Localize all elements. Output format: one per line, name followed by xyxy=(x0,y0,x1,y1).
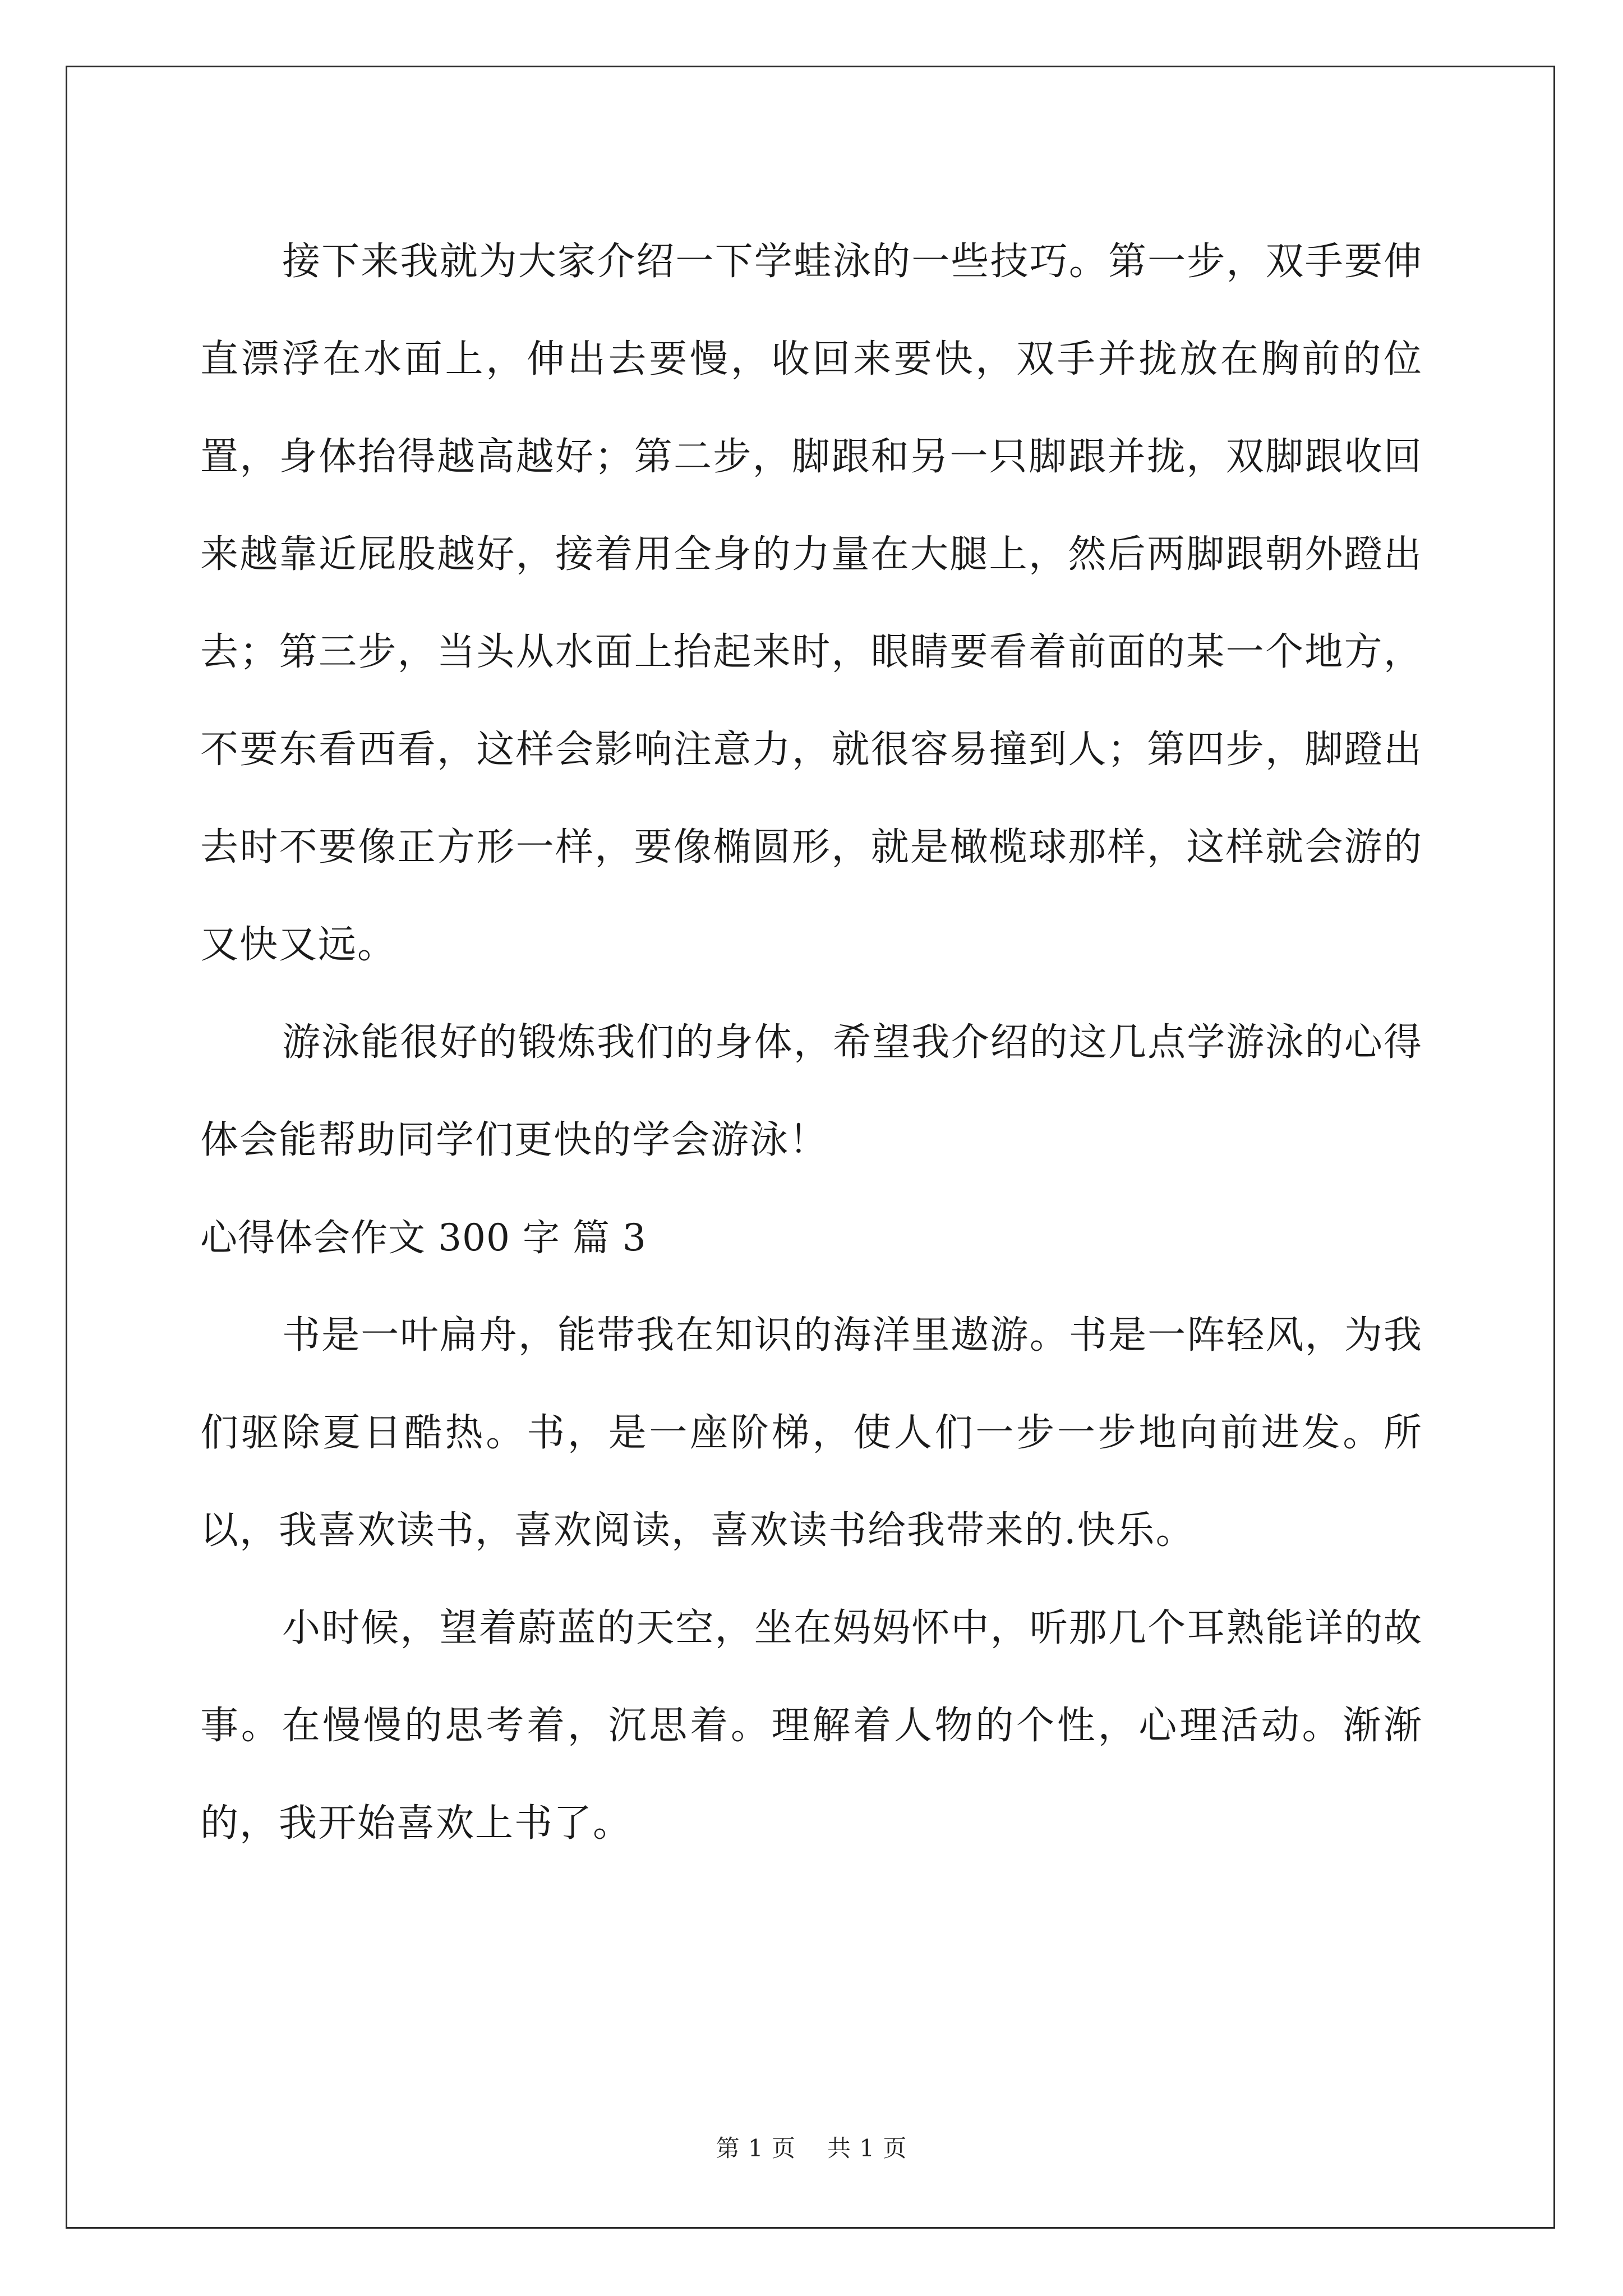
document-body xyxy=(200,213,1423,1872)
paragraph: 小时候，望着蔚蓝的天空，坐在妈妈怀中，听那几个耳熟能详的故事。在慢慢的思考着，沉思着。理解着人物的个性，心理活动。渐渐的，我开始喜欢上书了。 xyxy=(200,1606,1423,1846)
paragraph: 游泳能很好的锻炼我们的身体，希望我介绍的这几点学游泳的心得体会能帮助同学们更快的学会游泳！ xyxy=(200,1020,1423,1162)
page-number: 第 1 页 xyxy=(716,2134,796,2162)
section-heading: 心得体会作文 300 字 篇 3 xyxy=(200,1216,647,1259)
page-total: 共 1 页 xyxy=(827,2134,907,2162)
paragraph: 接下来我就为大家介绍一下学蛙泳的一些技巧。第一步，双手要伸直漂浮在水面上，伸出去要慢，收回来要快，双手并拢放在胸前的位置，身体抬得越高越好；第二步，脚跟和另一只脚跟并拢，双脚跟收回来越靠近屁股越好，接着用全身的力量在大腿上，然后两脚跟朝外蹬出去；第三步，当头从水面上抬起来时，眼睛要看着前面的某一个地方，不要东看西看，这样会影响注意力，就很容易撞到人；第四步，脚蹬出去时不要像正方形一样，要像椭圆形，就是橄榄球那样，这样就会游的又快又远。 xyxy=(200,240,1423,967)
page-footer xyxy=(0,2132,1623,2165)
paragraph: 书是一叶扁舟，能带我在知识的海洋里遨游。书是一阵轻风，为我们驱除夏日酷热。书，是一座阶梯，使人们一步一步地向前进发。所以，我喜欢读书，喜欢阅读，喜欢读书给我带来的.快乐。 xyxy=(200,1313,1423,1553)
